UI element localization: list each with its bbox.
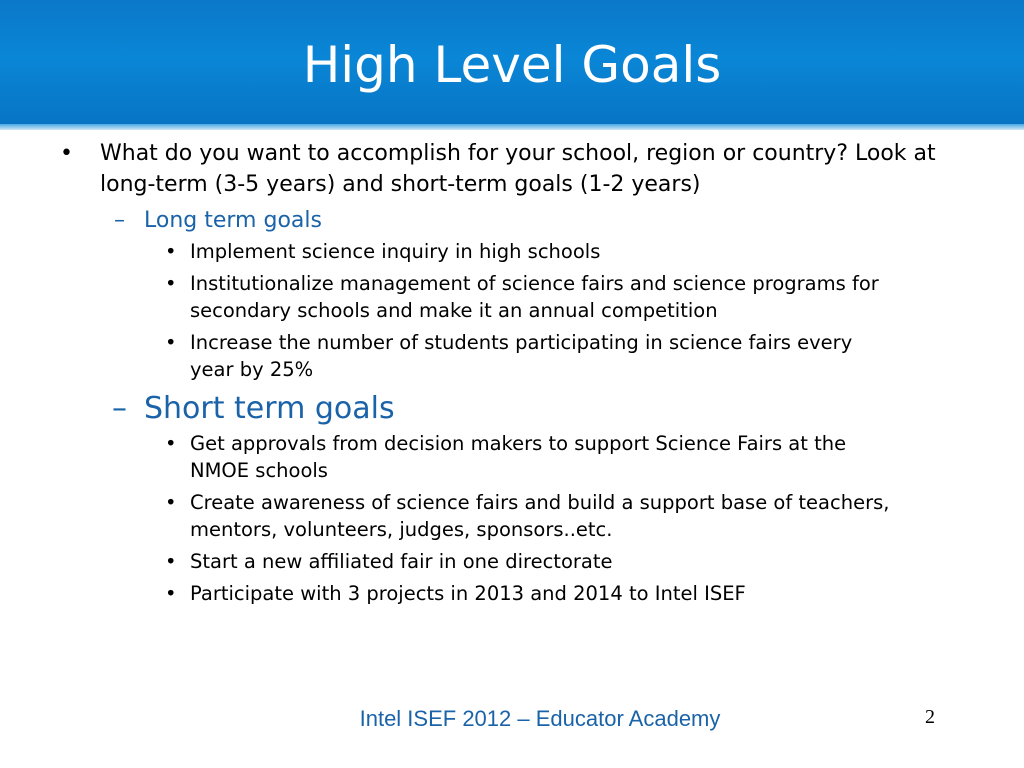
intro-bullet xyxy=(60,138,940,200)
dash-icon: – xyxy=(112,391,127,426)
short-term-heading xyxy=(60,388,940,430)
list-item xyxy=(60,489,890,543)
list-item xyxy=(60,270,890,324)
list-item-text: Get approvals from decision makers to support Science Fairs at the NMOE schools xyxy=(190,432,847,482)
bullet-icon: • xyxy=(165,582,177,605)
slide-footer: Intel ISEF 2012 – Educator Academy xyxy=(359,706,721,731)
bullet-icon: • xyxy=(165,240,177,263)
bullet-icon: • xyxy=(60,141,73,166)
list-item xyxy=(60,580,890,607)
long-term-heading xyxy=(60,204,940,238)
intro-bullet-text: What do you want to accomplish for your school, region or country? Look at long-term (3-5 years) and short-term goals (1-2 years) xyxy=(100,141,936,197)
list-item xyxy=(60,430,890,484)
list-item-text: Increase the number of students participating in science fairs every year by 25% xyxy=(190,331,853,381)
bullet-icon: • xyxy=(165,331,177,354)
dash-icon: – xyxy=(114,208,125,233)
list-item-text: Implement science inquiry in high schools xyxy=(190,240,601,263)
short-term-heading-text: Short term goals xyxy=(144,391,395,426)
bullet-icon: • xyxy=(165,550,177,573)
list-item-text: Institutionalize management of science fairs and science programs for secondary schools and make it an annual competition xyxy=(190,272,879,322)
title-bar-edge xyxy=(0,124,1024,130)
slide-body xyxy=(60,138,940,612)
list-item-text: Start a new affiliated fair in one directorate xyxy=(190,550,613,573)
list-item xyxy=(60,548,890,575)
list-item-text: Participate with 3 projects in 2013 and 2014 to Intel ISEF xyxy=(190,582,746,605)
bullet-icon: • xyxy=(165,491,177,514)
page-number: 2 xyxy=(925,706,935,728)
bullet-icon: • xyxy=(165,432,177,455)
list-item xyxy=(60,329,890,383)
bullet-icon: • xyxy=(165,272,177,295)
list-item xyxy=(60,238,890,265)
list-item-text: Create awareness of science fairs and build a support base of teachers, mentors, volunteers, judges, sponsors..etc. xyxy=(190,491,890,541)
long-term-heading-text: Long term goals xyxy=(144,208,322,233)
slide-title: High Level Goals xyxy=(302,36,722,94)
